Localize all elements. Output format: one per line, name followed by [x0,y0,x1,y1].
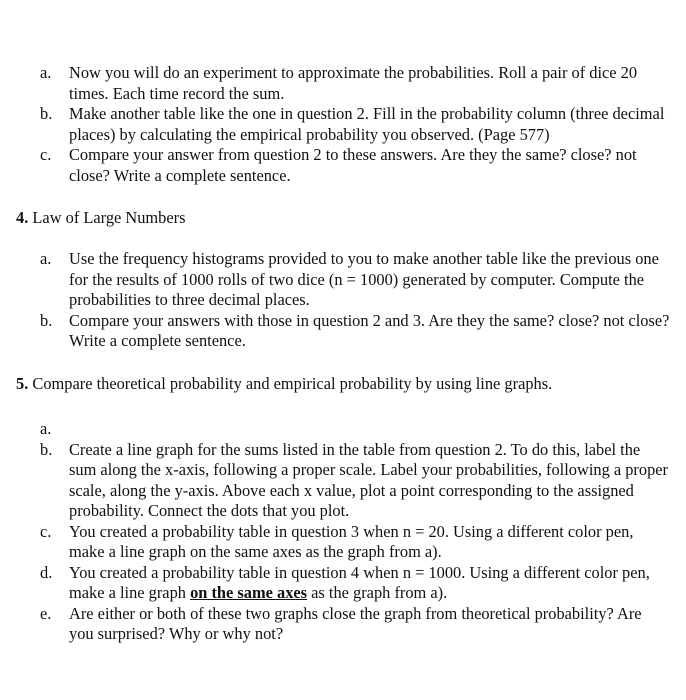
item-text-before: You created a probability table in question 4 when n = 1000. Using a different color pen, make a line graph [69,562,650,602]
item-marker: e. [40,603,52,623]
section-3-items [0,63,686,186]
section-title: Compare theoretical probability and empirical probability by using line graphs. [32,374,553,393]
section-5-heading [16,374,676,395]
list-item [0,604,686,645]
item-text: Compare your answers with those in question 2 and 3. Are they the same? close? not close? Write a complete sentence. [69,310,670,350]
list-item [0,440,686,522]
list-item [0,522,686,563]
section-title: Law of Large Numbers [32,208,186,227]
section-4-items [0,249,686,352]
item-marker: c. [40,145,52,164]
item-text: You created a probability table in question 3 when n = 20. Using a different color pen, make a line graph on the same axes as the graph from a). [69,521,634,561]
item-marker: a. [40,249,52,268]
item-text: Create a line graph for the sums listed in the table from question 2. To do this, label the sum along the x-axis, following a proper scale. Label your probabilities, following a proper scale, along the y-axis. Above each x value, plot a point corresponding to the assigned probability. Connect the dots that you plot. [69,439,669,520]
item-text: Compare your answer from question 2 to these answers. Are they the same? close? not close? Write a complete sentence. [69,145,637,185]
list-item [0,104,686,145]
item-text-emphasis: on the same axes [190,583,308,602]
item-text: Now you will do an experiment to approximate the probabilities. Roll a pair of dice 20 times. Each time record the sum. [69,63,638,103]
item-marker: b. [40,310,53,330]
item-marker: b. [40,104,53,123]
list-item [0,249,686,311]
list-item [0,311,686,352]
item-text: Make another table like the one in question 2. Fill in the probability column (three decimal places) by calculating the empirical probability you observed. (Page 577) [69,104,665,144]
item-text: Are either or both of these two graphs close the graph from theoretical probability? Are you surprised? Why or why not? [69,603,642,643]
item-marker: c. [40,521,52,541]
section-5-items [0,419,686,645]
list-item [0,419,686,440]
item-text: Use the frequency histograms provided to you to make another table like the previous one for the results of 1000 rolls of two dice (n = 1000) generated by computer. Compute the probabilities to three decimal places. [69,249,659,309]
item-marker: b. [40,439,53,459]
item-marker: a. [40,63,52,82]
section-number: 4. [16,208,29,227]
item-marker: d. [40,562,53,582]
list-item [0,63,686,104]
item-text [69,563,650,603]
item-text-after: as the graph from a). [307,583,448,602]
list-item [0,145,686,186]
list-item [0,563,686,604]
section-4-heading [16,208,676,229]
item-marker: a. [40,419,52,438]
section-number: 5. [16,374,29,393]
